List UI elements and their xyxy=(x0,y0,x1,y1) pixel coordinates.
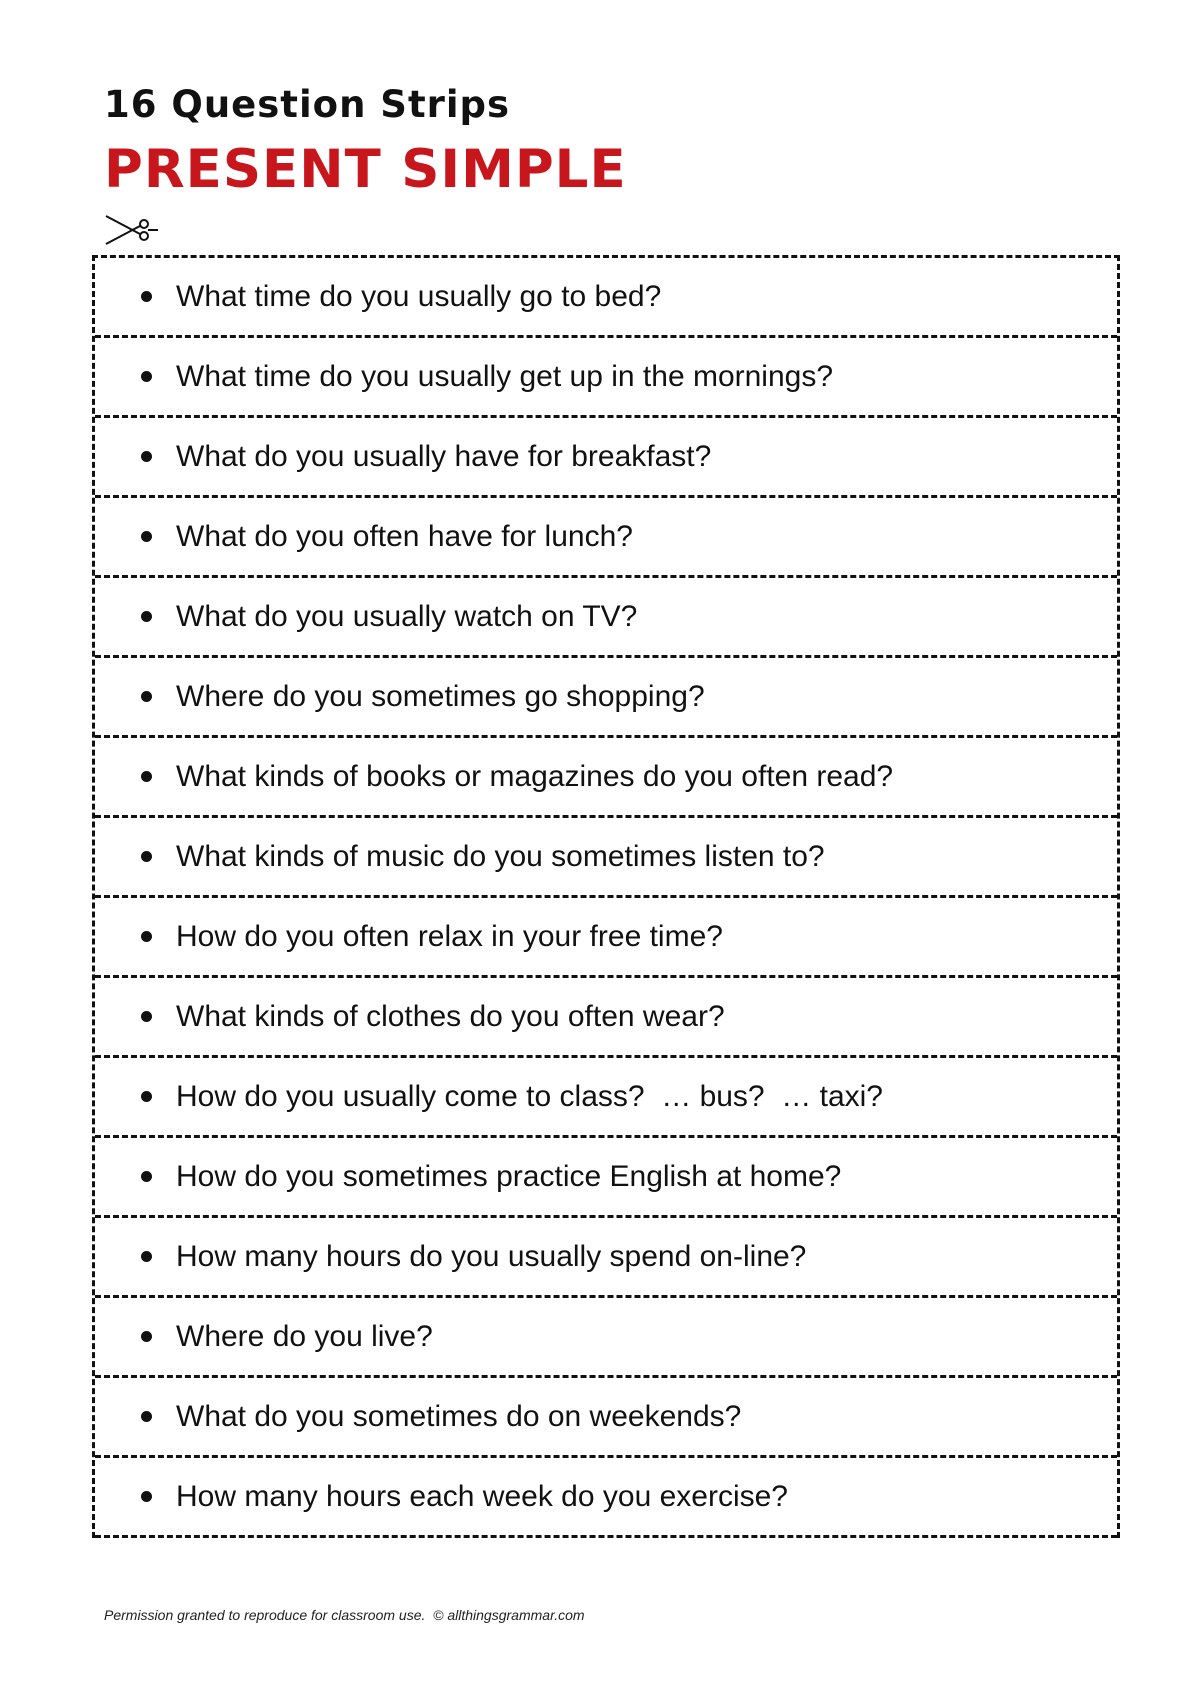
footer-permission-note: Permission granted to reproduce for classroom use. © allthingsgrammar.com xyxy=(104,1607,585,1623)
bullet-icon xyxy=(141,1091,152,1102)
bullet-icon xyxy=(141,691,152,702)
bullet-icon xyxy=(141,1411,152,1422)
question-strip xyxy=(95,498,1117,578)
question-strip xyxy=(95,1298,1117,1378)
question-strips xyxy=(92,255,1120,1538)
question-strip xyxy=(95,658,1117,738)
question-text: What do you usually have for breakfast? xyxy=(176,439,712,473)
question-text: What kinds of books or magazines do you often read? xyxy=(176,759,894,793)
page-subtitle: PRESENT SIMPLE xyxy=(104,139,627,200)
question-text: What do you usually watch on TV? xyxy=(176,599,638,633)
bullet-icon xyxy=(141,371,152,382)
question-strip xyxy=(95,258,1117,338)
page-header xyxy=(104,83,627,200)
question-text: Where do you live? xyxy=(176,1319,433,1353)
question-strip xyxy=(95,418,1117,498)
question-strip xyxy=(95,578,1117,658)
question-text: How do you usually come to class? … bus? … taxi? xyxy=(176,1079,883,1113)
question-text: What kinds of clothes do you often wear? xyxy=(176,999,725,1033)
page-title: 16 Question Strips xyxy=(104,83,511,126)
question-text: What kinds of music do you sometimes listen to? xyxy=(176,839,825,873)
bullet-icon xyxy=(141,291,152,302)
question-strip xyxy=(95,978,1117,1058)
bullet-icon xyxy=(141,611,152,622)
question-text: Where do you sometimes go shopping? xyxy=(176,679,705,713)
bullet-icon xyxy=(141,771,152,782)
question-strip xyxy=(95,1218,1117,1298)
bullet-icon xyxy=(141,931,152,942)
question-strip xyxy=(95,1058,1117,1138)
scissors-icon xyxy=(104,212,158,248)
question-strip xyxy=(95,1378,1117,1458)
question-strip xyxy=(95,1138,1117,1218)
bullet-icon xyxy=(141,531,152,542)
question-text: How do you often relax in your free time? xyxy=(176,919,723,953)
question-text: What time do you usually go to bed? xyxy=(176,279,662,313)
question-text: What do you often have for lunch? xyxy=(176,519,633,553)
bullet-icon xyxy=(141,851,152,862)
question-text: How do you sometimes practice English at home? xyxy=(176,1159,842,1193)
question-strip xyxy=(95,738,1117,818)
bullet-icon xyxy=(141,451,152,462)
question-text: What time do you usually get up in the mornings? xyxy=(176,359,834,393)
bullet-icon xyxy=(141,1011,152,1022)
question-text: How many hours do you usually spend on-line? xyxy=(176,1239,807,1273)
bullet-icon xyxy=(141,1251,152,1262)
question-strip xyxy=(95,1458,1117,1538)
question-text: What do you sometimes do on weekends? xyxy=(176,1399,742,1433)
question-text: How many hours each week do you exercise? xyxy=(176,1479,788,1513)
bullet-icon xyxy=(141,1171,152,1182)
question-strip xyxy=(95,818,1117,898)
bullet-icon xyxy=(141,1491,152,1502)
bullet-icon xyxy=(141,1331,152,1342)
question-strip xyxy=(95,338,1117,418)
question-strip xyxy=(95,898,1117,978)
